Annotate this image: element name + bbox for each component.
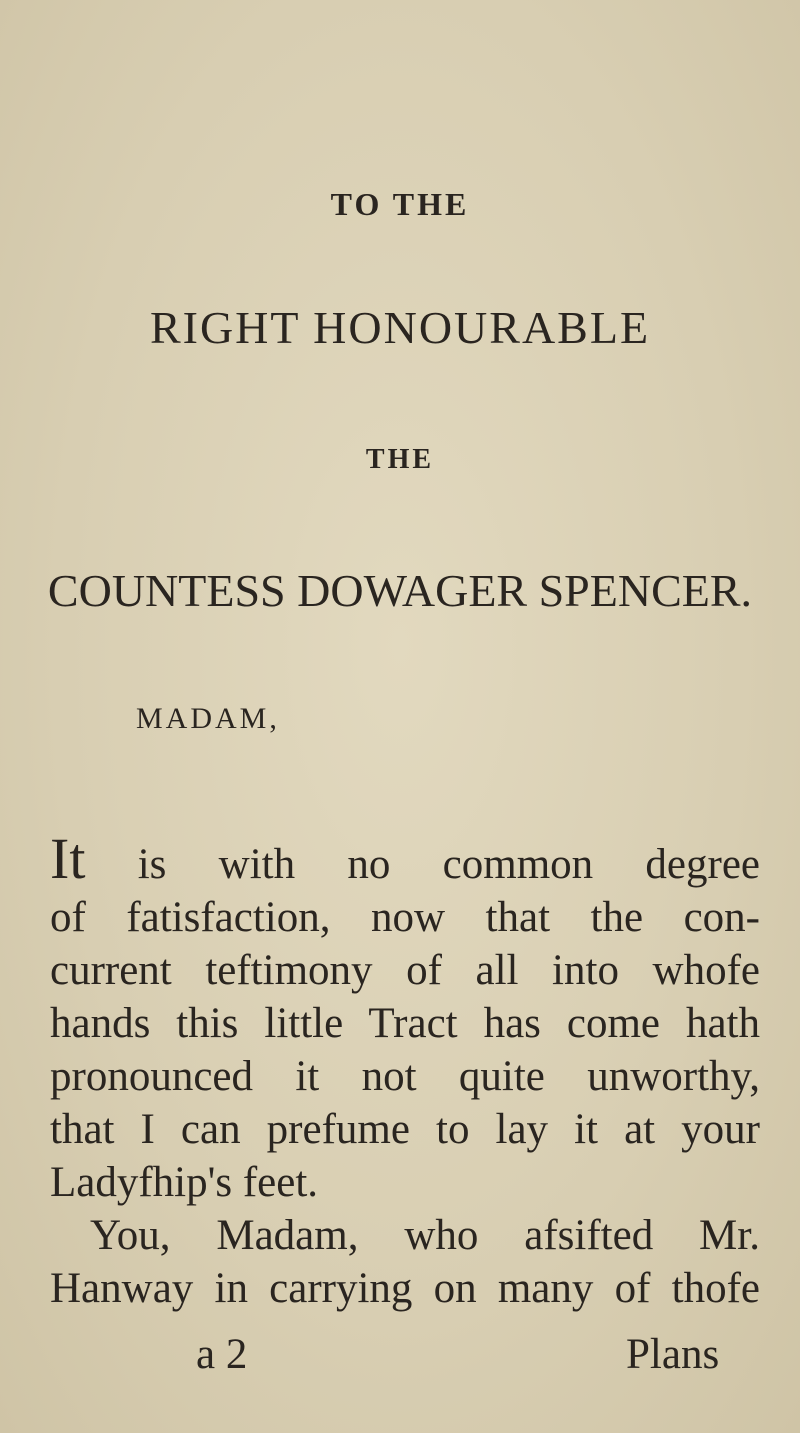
body-line-3: current teftimony of all into whofe <box>50 947 760 994</box>
catchword: Plans <box>626 1331 720 1378</box>
drop-word: It <box>50 832 86 891</box>
body-line-6: that I can prefume to lay it at your <box>50 1106 760 1153</box>
salutation: MADAM, <box>136 702 280 735</box>
signature-mark: a 2 <box>196 1331 248 1378</box>
body-line-9: Hanway in carrying on many of thofe <box>50 1265 760 1312</box>
dedication-body <box>50 832 760 1315</box>
dedication-name: COUNTESS DOWAGER SPENCER. <box>47 565 753 616</box>
body-line-2: of fatisfaction, now that the con- <box>50 894 760 941</box>
dedication-the: THE <box>365 444 435 475</box>
dedication-title: RIGHT HONOURABLE <box>149 302 651 353</box>
body-line-4: hands this little Tract has come hath <box>50 1000 760 1047</box>
body-line-5: pronounced it not quite unworthy, <box>50 1053 760 1100</box>
dedication-to-the: TO THE <box>330 186 470 222</box>
body-line-1 <box>50 832 760 891</box>
body-line-8: You, Madam, who afsifted Mr. <box>90 1212 760 1259</box>
body-line-1-text: is with no common degree <box>85 841 760 888</box>
body-line-7: Ladyfhip's feet. <box>50 1159 319 1206</box>
